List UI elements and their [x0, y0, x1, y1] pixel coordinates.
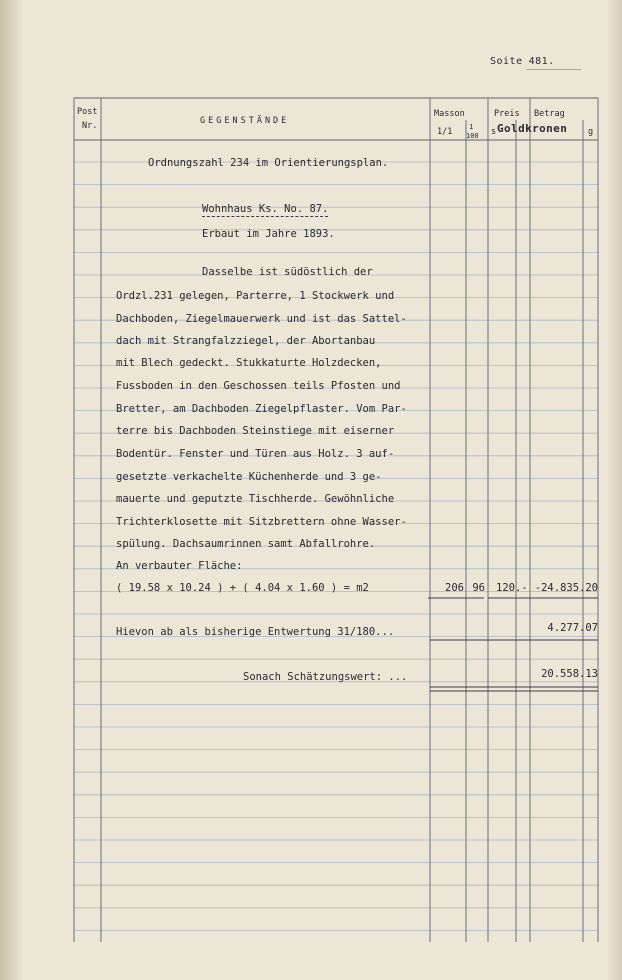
text-line: mauerte und geputzte Tischherde. Gewöhnliche	[116, 493, 395, 505]
header-betrag: Betrag	[534, 109, 565, 119]
page-label: Soite	[490, 56, 523, 67]
header-preis: Preis	[494, 109, 520, 119]
header-sub-whole: 1/1	[437, 127, 453, 137]
text-line: terre bis Dachboden Steinstiege mit eiserner	[116, 425, 395, 437]
text-line: Erbaut im Jahre 1893.	[202, 228, 335, 240]
header-sub-frac-num: 1	[469, 123, 474, 131]
text-line: Ordnungszahl 234 im Orientierungsplan.	[148, 157, 389, 169]
masson-frac: 96	[472, 582, 485, 594]
preis-value: 120.-	[496, 582, 528, 594]
header-sub-g: g	[588, 127, 594, 137]
text-line: gesetzte verkachelte Küchenherde und 3 ge-	[116, 471, 382, 483]
text-line: Dachboden, Ziegelmauerwerk und ist das Sattel-	[116, 313, 407, 325]
text-line: Bodentür. Fenster und Türen aus Holz. 3 auf-	[116, 448, 395, 460]
deduction-value: 4.277.07	[547, 622, 598, 634]
page-number-value: 481.	[528, 56, 555, 67]
header-gegenstaende: GEGENSTÄNDE	[200, 116, 290, 126]
text-line: An verbauter Fläche:	[116, 560, 243, 572]
betrag-value: -24.835.20	[534, 582, 598, 594]
text-line: Fussboden in den Geschossen teils Pfosten und	[116, 380, 401, 392]
text-line: Bretter, am Dachboden Ziegelpflaster. Vom Par-	[116, 403, 407, 415]
area-formula: ( 19.58 x 10.24 ) + ( 4.04 x 1.60 ) = m2	[116, 582, 369, 594]
header-nr: Nr.	[82, 121, 98, 131]
text-line: Trichterklosette mit Sitzbrettern ohne Wasser-	[116, 516, 407, 528]
text-line: Wohnhaus Ks. No. 87.	[202, 203, 329, 215]
text-line: Dasselbe ist südöstlich der	[202, 266, 373, 278]
header-sub-s: s	[491, 127, 497, 137]
deduction-label: Hievon ab als bisherige Entwertung 31/180...	[116, 626, 395, 638]
text-line: spülung. Dachsaumrinnen samt Abfallrohre.	[116, 538, 376, 550]
total-label: Sonach Schätzungswert: ...	[243, 671, 408, 683]
text-line: dach mit Strangfalzziegel, der Abortanbau	[116, 335, 376, 347]
header-post: Post	[77, 107, 98, 117]
header-masson: Masson	[434, 109, 465, 119]
header-sub-frac-den: 100	[466, 132, 479, 140]
total-value: 20.558.13	[541, 668, 598, 680]
text-line: mit Blech gedeckt. Stukkaturte Holzdecken,	[116, 357, 382, 369]
masson-whole: 206	[445, 582, 464, 594]
goldkronen-stamp: Goldkronen	[497, 122, 568, 135]
text-line: Ordzl.231 gelegen, Parterre, 1 Stockwerk und	[116, 290, 395, 302]
